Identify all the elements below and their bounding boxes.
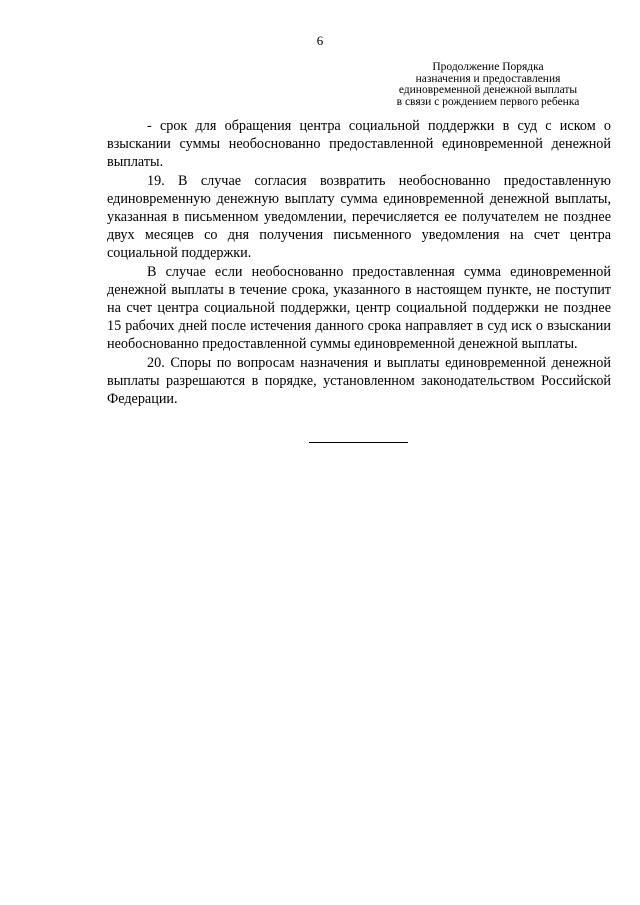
paragraph-non-return: В случае если необоснованно предоставленная сумма единовременной денежной выплаты в течение срока, указанного в настоящем пункте, не поступит на счет центра социальной поддержки, центр социальной поддержки не позднее 15 рабочих дней после истечения данного срока направляет в суд иск о взыскании необоснованно предоставленной суммы единовременной денежной выплаты.	[107, 263, 611, 353]
header-note-line: единовременной денежной выплаты	[398, 84, 578, 96]
body-text	[107, 117, 611, 408]
closing-divider	[309, 442, 408, 443]
header-note	[368, 62, 608, 108]
paragraph-claim-deadline: - срок для обращения центра социальной поддержки в суд с иском о взыскании суммы необоснованно предоставленной единовременной денежной выплаты.	[107, 118, 611, 171]
header-note-line: назначения и предоставления	[415, 72, 561, 85]
page-number: 6	[316, 33, 324, 48]
paragraph-item-20: 20. Споры по вопросам назначения и выплаты единовременной денежной выплаты разрешаются в порядке, установленном законодательством Российской Федерации.	[107, 354, 611, 408]
header-note-line: Продолжение Порядка	[432, 61, 544, 73]
paragraph-item-19: 19. В случае согласия возвратить необоснованно предоставленную единовременную денежную выплату сумма единовременной денежной выплаты, указанная в письменном уведомлении, перечисляется ее получателем не позднее двух месяцев со дня получения письменного уведомления на счет центра социальной поддержки.	[107, 172, 611, 262]
header-note-line: в связи с рождением первого ребенка	[396, 95, 580, 108]
